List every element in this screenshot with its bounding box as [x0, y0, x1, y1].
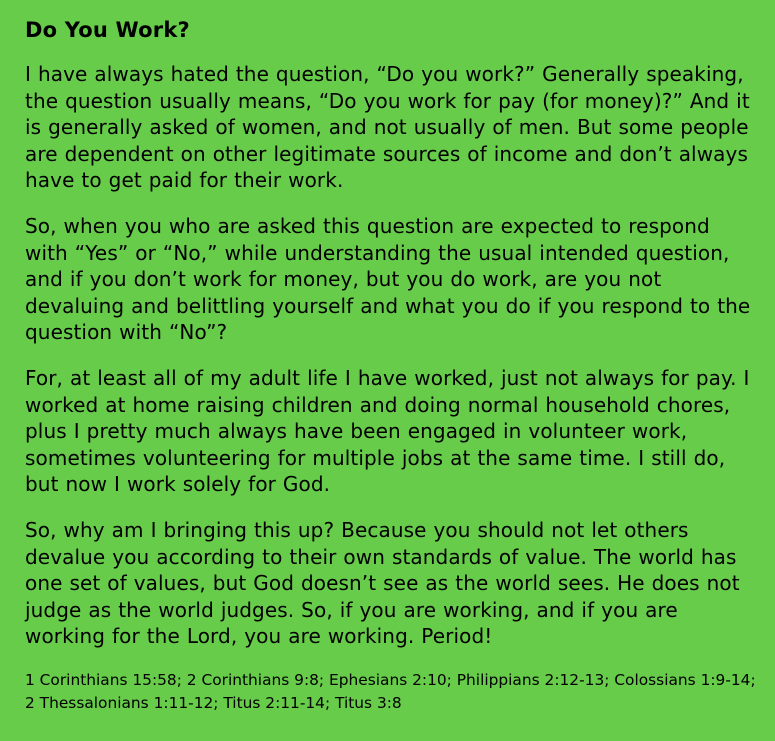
paragraph-2: So, when you who are asked this question are expected to respond with “Yes” or “No,” while understanding the usual intended question, and if you don’t work for money, but you do work, are you not devaluing and belittling yourself and what you do if you respond to the question with “No”? [25, 213, 751, 345]
paragraph-3: For, at least all of my adult life I have worked, just not always for pay. I worked at home raising children and doing normal household chores, plus I pretty much always have been engaged in volunteer work, sometimes volunteering for multiple jobs at the same time. I still do, but now I work solely for God. [25, 365, 750, 497]
page-title: Do You Work? [25, 18, 190, 42]
paragraph-4: So, why am I bringing this up? Because you should not let others devalue you according to their own standards of value. The world has one set of values, but God doesn’t see as the world sees. He does not judge as the world judges. So, if you are working, and if you are working for the Lord, you are working. Period! [25, 517, 740, 649]
paragraph-1: I have always hated the question, “Do you work?” Generally speaking, the question usually means, “Do you work for pay (for money)?” And it is generally asked of women, and not usually of men. But some people are dependent on other legitimate sources of income and don’t always have to get paid for their work. [25, 62, 750, 193]
scripture-references: 1 Corinthians 15:58; 2 Corinthians 9:8; Ephesians 2:10; Philippians 2:12-13; Colossians 1:9-14; 2 Thessalonians 1:11-12; Titus 2:11-14; Titus 3:8 [25, 670, 756, 712]
